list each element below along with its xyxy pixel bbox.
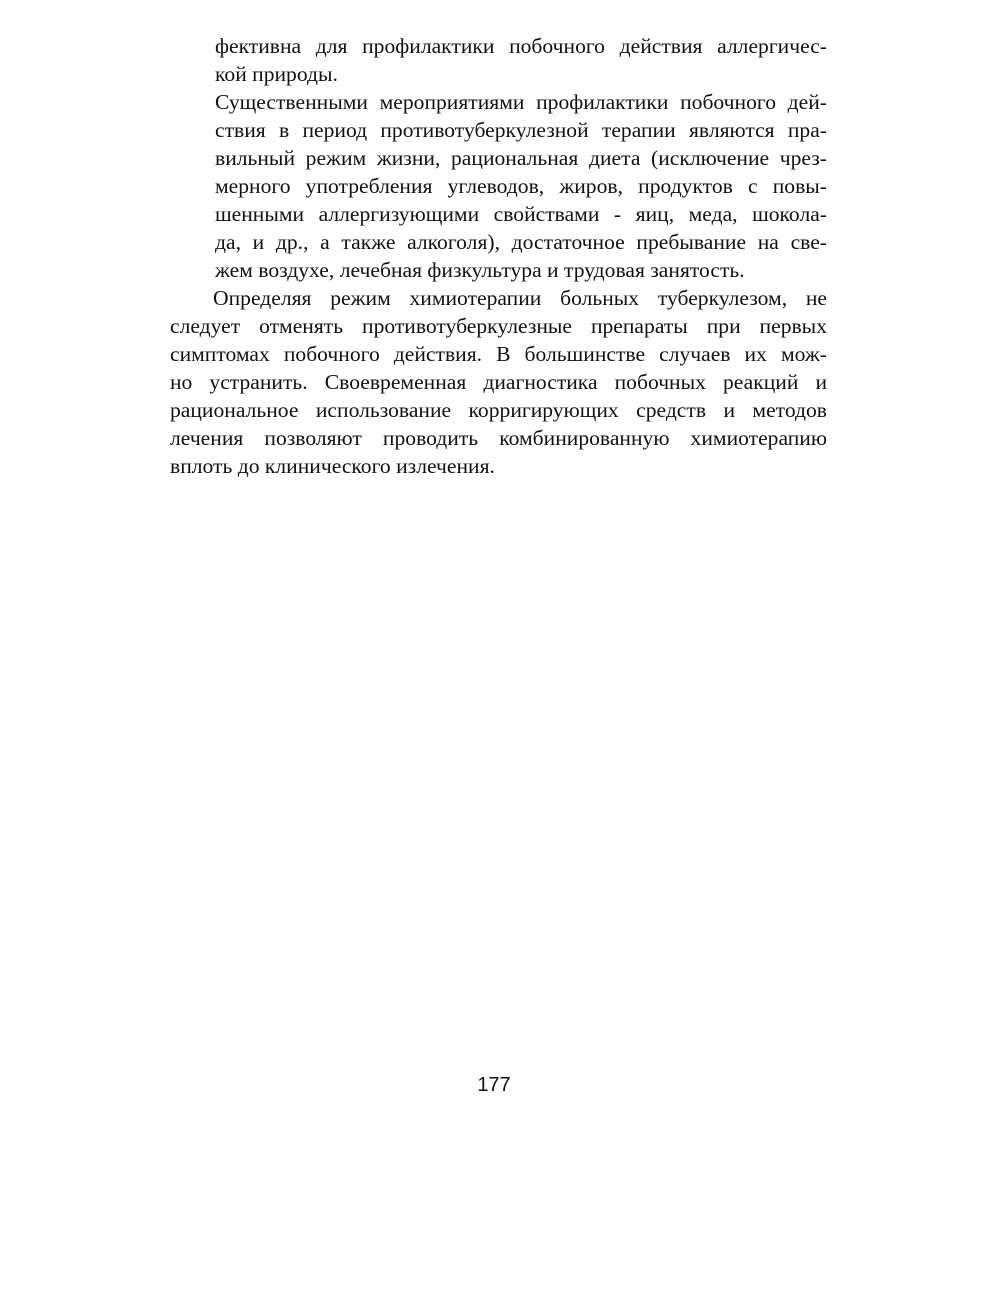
text-line: вильный режим жизни, рациональная диета (исключение чрез- [215,146,827,170]
text-line: вплоть до клинического излечения. [170,454,495,478]
text-line: Определяя режим химиотерапии больных туберкулезом, не [213,286,827,310]
text-line: но устранить. Своевременная диагностика побочных реакций и [170,370,827,394]
text-line: шенными аллергизующими свойствами - яиц, меда, шокола- [215,202,827,226]
text-line: фективна для профилактики побочного действия аллергичес- [215,34,827,58]
text-line: да, и др., а также алкоголя), достаточное пребывание на све- [215,230,827,254]
text-line: Существенными мероприятиями профилактики побочного дей- [215,90,827,114]
text-line: рациональное использование корригирующих средств и методов [170,398,827,422]
text-line: кой природы. [215,62,338,86]
text-line: симптомах побочного действия. В большинстве случаев их мож- [170,342,827,366]
text-line: следует отменять противотуберкулезные препараты при первых [170,314,827,338]
text-line: ствия в период противотуберкулезной терапии являются пра- [215,118,827,142]
text-line: жем воздухе, лечебная физкультура и трудовая занятость. [215,258,745,282]
text-line: лечения позволяют проводить комбинированную химиотерапию [170,426,827,450]
text-line: мерного употребления углеводов, жиров, продуктов с повы- [215,174,827,198]
page-number: 177 [477,1074,511,1096]
